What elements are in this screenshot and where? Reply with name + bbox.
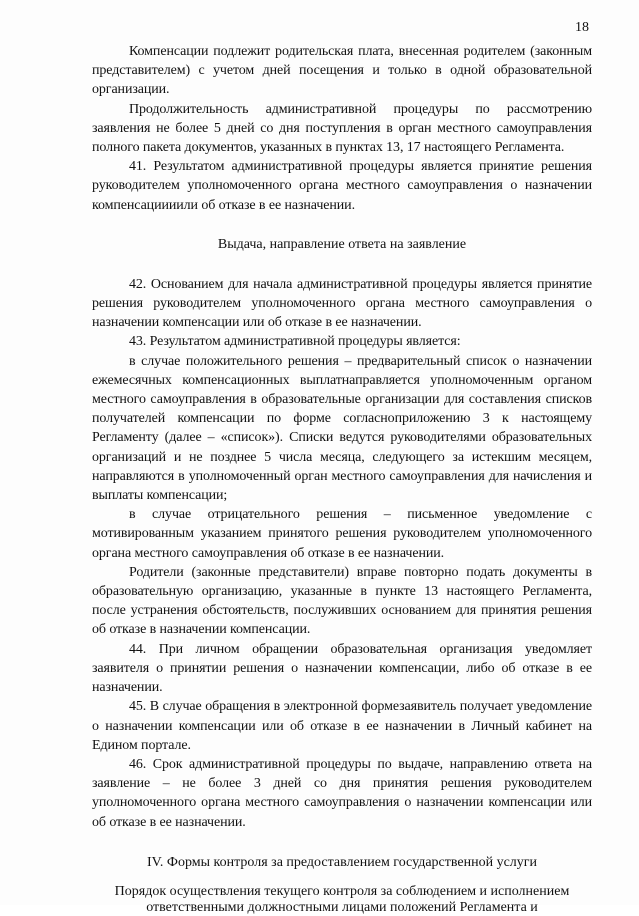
paragraph: 44. При личном обращении образовательная организация уведомляет заявителя о принятии решения о назначении компенсации, либо об отказе в ее назначении. — [92, 641, 592, 696]
document-body — [92, 42, 592, 916]
paragraph: 41. Результатом административной процедуры является принятие решения руководителем уполномоченного органа местного самоуправления о назначении компенсациииили об отказе в ее назначении. — [92, 159, 592, 213]
paragraph: Продолжительность административной процедуры по рассмотрению заявления не более 5 дней со дня поступления в орган местного самоуправления полного пакета документов, указанных в пунктах 13, 17 настоящего Регламента. — [92, 101, 592, 156]
section-heading-issue: Выдача, направление ответа на заявление — [217, 236, 467, 252]
paragraph: в случае отрицательного решения – письменное уведомление с мотивированным указанием принятого решения руководителем уполномоченного органа местного самоуправления об отказе в ее назначении. — [92, 507, 592, 561]
paragraph: 45. В случае обращения в электронной формезаявитель получает уведомление о назначении компенсации или об отказе в ее назначении в Личный кабинет на Едином портале. — [92, 699, 592, 753]
subsection-heading: Порядок осуществления текущего контроля за соблюдением и исполнением ответственными должностными лицами положений Регламента и — [114, 883, 570, 915]
page-number: 18 — [575, 20, 589, 35]
paragraph: 42. Основанием для начала административной процедуры является принятие решения руководителем уполномоченного органа местного самоуправления о назначении компенсации или об отказе в ее назначении. — [92, 276, 592, 331]
paragraph: Компенсации подлежит родительская плата, внесенная родителем (законным представителем) с учетом дней посещения и только в одной образовательной организации. — [92, 44, 592, 98]
paragraph: 43. Результатом административной процедуры является: — [129, 334, 461, 350]
paragraph: 46. Срок административной процедуры по выдаче, направлению ответа на заявление – не более 3 дней со дня принятия решения руководителем уполномоченного органа местного самоуправления о назначении компенсации или об отказе в ее назначении. — [92, 756, 592, 830]
paragraph: в случае положительного решения – предварительный список о назначении ежемесячных компенсационных выплатнаправляется уполномоченным органом местного самоуправления в образовательные организации для составления списков получателей компенсации по форме согласноприложению 3 к настоящему Регламенту (далее – «список»). Списки ведутся руководителями образовательных организаций и не позднее 5 числа месяца, следующего за истекшим месяцем, направляются в уполномоченный орган местного самоуправления для начисления и выплаты компенсации; — [92, 353, 592, 504]
paragraph: Родители (законные представители) вправе повторно подать документы в образовательную организацию, указанные в пункте 13 настоящего Регламента, после устранения обстоятельств, послуживших основанием для принятия решения об отказе в назначении компенсации. — [92, 564, 592, 638]
chapter-heading: IV. Формы контроля за предоставлением государственной услуги — [146, 854, 538, 870]
